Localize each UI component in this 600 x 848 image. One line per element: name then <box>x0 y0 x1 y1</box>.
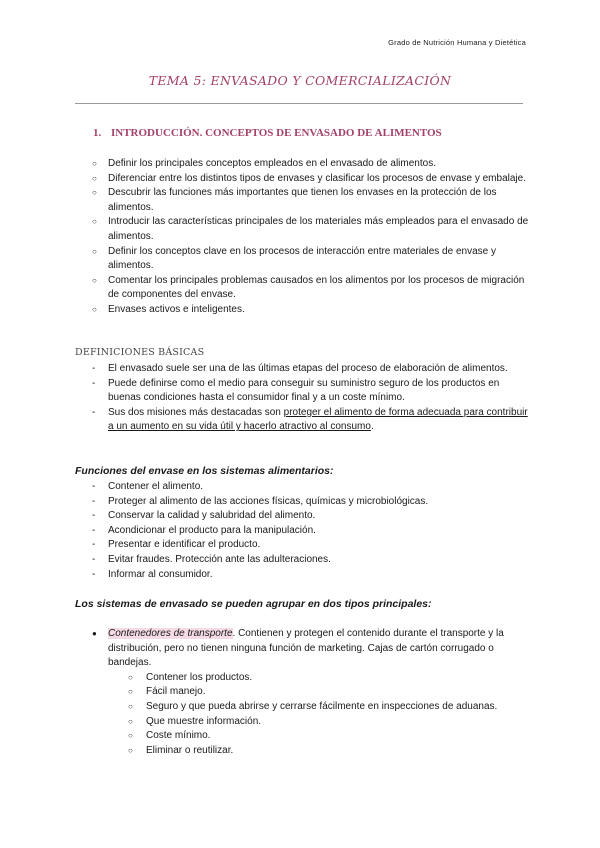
systems-list <box>92 627 532 758</box>
page-title: TEMA 5: ENVASADO Y COMERCIALIZACIÓN <box>148 73 452 88</box>
sub-list-item: ○ Fácil manejo. <box>108 685 532 700</box>
list-item: - Conservar la calidad y salubridad del alimento. <box>92 509 532 524</box>
list-item: - Evitar fraudes. Protección ante las adulteraciones. <box>92 553 532 568</box>
missions-suffix: . <box>370 421 374 433</box>
term-description: . Contienen y protegen el contenido durante el transporte y la distribución, pero no tienen ninguna función de marketing. Cajas de cartón corrugado o bandejas. <box>108 628 504 669</box>
definitions-heading: DEFINICIONES BÁSICAS <box>75 347 205 358</box>
missions-underlined: proteger el alimento de forma adecuada para contribuir a un aumento en su vida útil y hacerlo atractivo al consumo <box>108 406 528 433</box>
list-item: - Acondicionar el producto para la manipulación. <box>92 524 532 539</box>
missions-prefix: Sus dos misiones más destacadas son <box>108 406 284 418</box>
list-item: - Puede definirse como el medio para conseguir su suministro seguro de los productos en buenas condiciones hasta el consumidor final y a un coste mínimo. <box>92 377 532 406</box>
list-item: - Contener el alimento. <box>92 480 532 495</box>
sub-list-item: ○ Contener los productos. <box>108 671 532 686</box>
section-number: 1. <box>93 127 102 139</box>
list-item: ○ Diferenciar entre los distintos tipos de envases y clasificar los procesos de envase y embalaje. <box>92 172 532 187</box>
list-item <box>92 627 532 758</box>
list-item: ○ Introducir las características principales de los materiales más empleados para el envasado de alimentos. <box>92 215 532 244</box>
systems-heading: Los sistemas de envasado se pueden agrupar en dos tipos principales: <box>75 598 432 610</box>
sub-list-item: ○ Coste mínimo. <box>108 729 532 744</box>
list-item: - El envasado suele ser una de las últimas etapas del proceso de elaboración de alimentos. <box>92 362 532 377</box>
sub-list <box>108 671 532 759</box>
functions-heading: Funciones del envase en los sistemas alimentarios: <box>75 465 334 477</box>
functions-list <box>92 480 532 582</box>
sub-list-item: ○ Que muestre información. <box>108 715 532 730</box>
title-divider <box>75 103 523 104</box>
list-item: ○ Definir los principales conceptos empleados en el envasado de alimentos. <box>92 157 532 172</box>
list-item: - Proteger al alimento de las acciones físicas, químicas y microbiológicas. <box>92 495 532 510</box>
section-title: INTRODUCCIÓN. CONCEPTOS DE ENVASADO DE ALIMENTOS <box>111 127 442 139</box>
sub-list-item: ○ Seguro y que pueda abrirse y cerrarse fácilmente en inspecciones de aduanas. <box>108 700 532 715</box>
definitions-list <box>92 362 532 435</box>
section-heading <box>93 127 442 139</box>
list-item: ○ Definir los conceptos clave en los procesos de interacción entre materiales de envase y alimentos. <box>92 245 532 274</box>
list-item: ○ Descubrir las funciones más importantes que tienen los envases en la protección de los alimentos. <box>92 186 532 215</box>
list-item: - Presentar e identificar el producto. <box>92 538 532 553</box>
list-item: ○ Envases activos e inteligentes. <box>92 303 532 318</box>
list-item: ○ Comentar los principales problemas causados en los alimentos por los procesos de migración de componentes del envase. <box>92 274 532 303</box>
objectives-list <box>92 157 532 318</box>
sub-list-item: ○ Eliminar o reutilizar. <box>108 744 532 759</box>
running-header: Grado de Nutrición Humana y Dietética <box>388 38 526 47</box>
list-item <box>92 406 532 435</box>
list-item: - Informar al consumidor. <box>92 568 532 583</box>
highlighted-term: Contenedores de transporte <box>108 628 233 639</box>
